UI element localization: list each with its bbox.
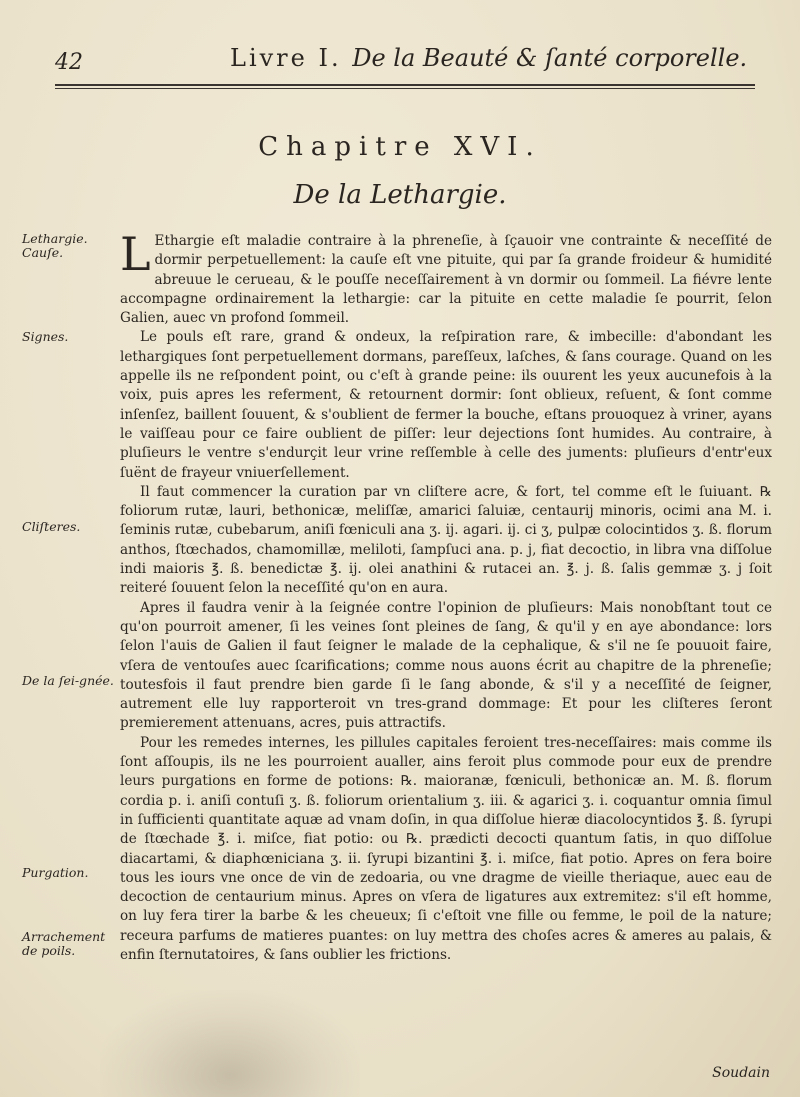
- paragraph: Le pouls eſt rare, grand & ondeux, la reſpiration rare, & imbecille: d'abondant les lethargiques ſont perpetuellement dormans, pareſſeux, laſches, & ſans courage. Quand on les appelle ils ne reſpondent point, ou c'eſt à grande peine: ils ouurent les yeux aucunefois à la voix, puis apres les referment, & retournent dormir: ſont oblieux, reſuent, & ſont comme inſenſez, baillent ſouuent, & s'oublient de fermer la bouche, eſtans prouoquez à vriner, ayans le vaiſſeau pour ce faire oublient de piſſer: leur dejections ſont humides. Au contraire, à pluſieurs le ventre s'endurçit leur vrine reſſemble à celle des juments: pluſieurs d'entr'eux ſuënt de frayeur vniuerſellement.: [120, 329, 772, 481]
- margin-note-clisteres: Cliſteres.: [22, 519, 81, 534]
- margin-note-poils: Arrachement de poils.: [22, 929, 106, 958]
- paragraph: L Ethargie eſt maladie contraire à la phreneſie, à ſçauoir vne contrainte & neceſſité de dormir perpetuellement: la cauſe eſt vne pituite, qui par ſa grande froideur & humidité abreuue le cerueau, & le pouſſe neceſſairement à vn dormir ou ſommeil. La fiévre lente accompagne ordinairement la lethargie: car la pituite en cette maladie ſe pourrit, ſelon Galien, auec vn profond ſommeil.: [120, 227, 772, 327]
- page-number: 42: [55, 50, 83, 75]
- paragraph: Apres il faudra venir à la ſeignée contre l'opinion de pluſieurs: Mais nonobſtant tout ce qu'on pourroit amener, ſi les veines ſont pleines de ſang, & qu'il y en aye abondance: lors ſelon l'auis de Galien il faut ſeigner le malade de la cephalique, & s'il ne ſe pouuoit faire, vſera de ventouſes auec ſcarifications; comme nous auons écrit au chapitre de la phreneſie; toutesfois il faut prendre bien garde ſi le ſang abonde, & s'il y a neceſſité de ſeigner, autrement elle luy rapporteroit vn tres-grand dommage: Et pour les cliſteres ſeront premierement attenuans, acres, puis attractifs.: [120, 599, 772, 732]
- margin-note-signs: Signes.: [22, 329, 69, 344]
- margin-note-purgation: Purgation.: [22, 865, 89, 880]
- chapter-subtitle: De la Lethargie.: [293, 180, 507, 210]
- margin-note-seignee: De la ſei-gnée.: [22, 673, 114, 688]
- drop-cap: L: [120, 227, 151, 281]
- running-header: [55, 44, 755, 78]
- catchword: Soudain: [712, 1065, 770, 1081]
- running-title: [230, 44, 747, 72]
- book-label: Livre I.: [230, 44, 342, 72]
- paragraph: Il faut commencer la curation par vn cliſtere acre, & fort, tel comme eſt le ſuiuant. ℞ foliorum rutæ, lauri, bethonicæ, meliſſæ, amarici ſaluiæ, centaurij minoris, ocimi ana M. i. ſeminis rutæ, cubebarum, aniſi fœniculi ana ʒ. ij. agari. ij. ci ʒ, pulpæ colocintidos ʒ. ß. florum anthos, ſtœchados, chamomillæ, meliloti, ſampſuci ana. p. j, fiat decoctio, in libra vna diſſolue indi maioris ℥. ß. benedictæ ℥. ij. olei anathini & rutacei an. ℥. j. ß. ſalis gemmæ ʒ. j ſoit reiteré ſouuent ſelon la neceſſité qu'on en aura.: [120, 483, 772, 597]
- book-title: De la Beauté & ſanté corporelle.: [352, 44, 748, 72]
- header-rule: [55, 84, 755, 89]
- paragraph: Pour les remedes internes, les pillules capitales feroient tres-neceſſaires: mais comme ils ſont aſſoupis, ils ne les pourroient aualler, ains feroit plus commode pour eux de prendre leurs purgations en forme de potions: ℞. maioranæ, fœniculi, bethonicæ an. M. ß. florum cordia p. i. aniſi contuſi ʒ. ß. foliorum orientalium ʒ. iii. & agarici ʒ. i. coquantur omnia ſimul in ſufficienti quantitate aquæ ad vnam doſin, in qua diſſolue hieræ diacolocyntidos ℥. ß. ſyrupi de ſtœchade ℥. i. miſce, fiat potio: ou ℞. prædicti decocti quantum ſatis, in quo diſſolue diacartami, & diaphœniciana ʒ. ii. ſyrupi bizantini ℥. i. miſce, fiat potio. Apres on fera boire tous les iours vne once de vin de zedoaria, ou vne dragme de vieille theriaque, auec eau de decoction de centaurium minus. Apres on vſera de ligatures aux extremitez: s'il eſt homme, on luy fera tirer la barbe & les cheueux; ſi c'eſtoit vne fille ou femme, le poil de la nature; receura parfums de matieres puantes: on luy mettra des choſes acres & ameres au palais, & enfin ſternutatoires, & ſans oublier les frictions.: [120, 734, 772, 963]
- margin-note-cause: Lethargie. Cauſe.: [22, 231, 88, 260]
- paper-stain: [100, 990, 360, 1097]
- chapter-heading: Chapitre XVI.: [258, 132, 542, 162]
- chapter-body: [120, 227, 772, 965]
